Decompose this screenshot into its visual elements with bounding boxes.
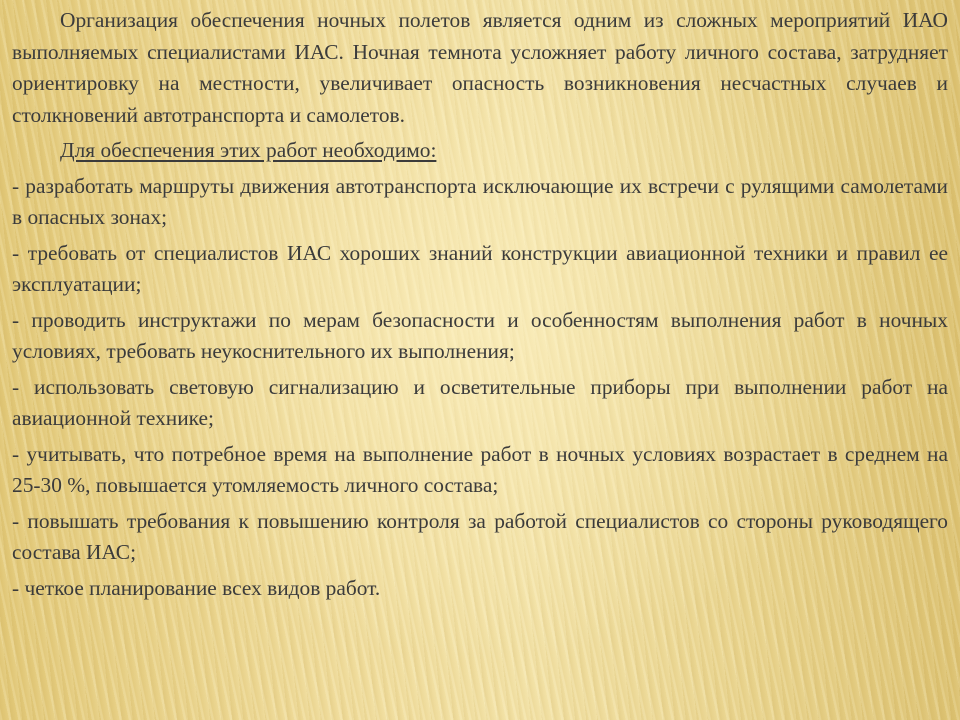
slide-body [12,5,948,608]
subheading [12,135,948,167]
list-item: - учитывать, что потребное время на выполнение работ в ночных условиях возрастает в среднем на 25-30 %, повышается утомляемость личного состава; [12,441,948,497]
list-item: - использовать световую сигнализацию и осветительные приборы при выполнении работ на авиационной технике; [12,374,948,430]
list-item: - проводить инструктажи по мерам безопасности и особенностям выполнения работ в ночных условиях, требовать неукоснительного их выполнения; [12,307,948,363]
subheading-text: Для обеспечения этих работ необходимо: [60,138,437,162]
list-item: - требовать от специалистов ИАС хороших знаний конструкции авиационной техники и правил ее эксплуатации; [12,240,948,296]
list-item: - разработать маршруты движения автотранспорта исключающие их встречи с рулящими самолетами в опасных зонах; [12,173,948,229]
list-item: - повышать требования к повышению контроля за работой специалистов со стороны руководящего состава ИАС; [12,508,948,564]
list-item: - четкое планирование всех видов работ. [12,575,381,600]
intro-paragraph: Организация обеспечения ночных полетов является одним из сложных мероприятий ИАО выполняемых специалистами ИАС. Ночная темнота усложняет работу личного состава, затрудняет ориентировку на местности, увеличивает опасность возникновения несчастных случаев и столкновений автотранспорта и самолетов. [12,8,948,127]
